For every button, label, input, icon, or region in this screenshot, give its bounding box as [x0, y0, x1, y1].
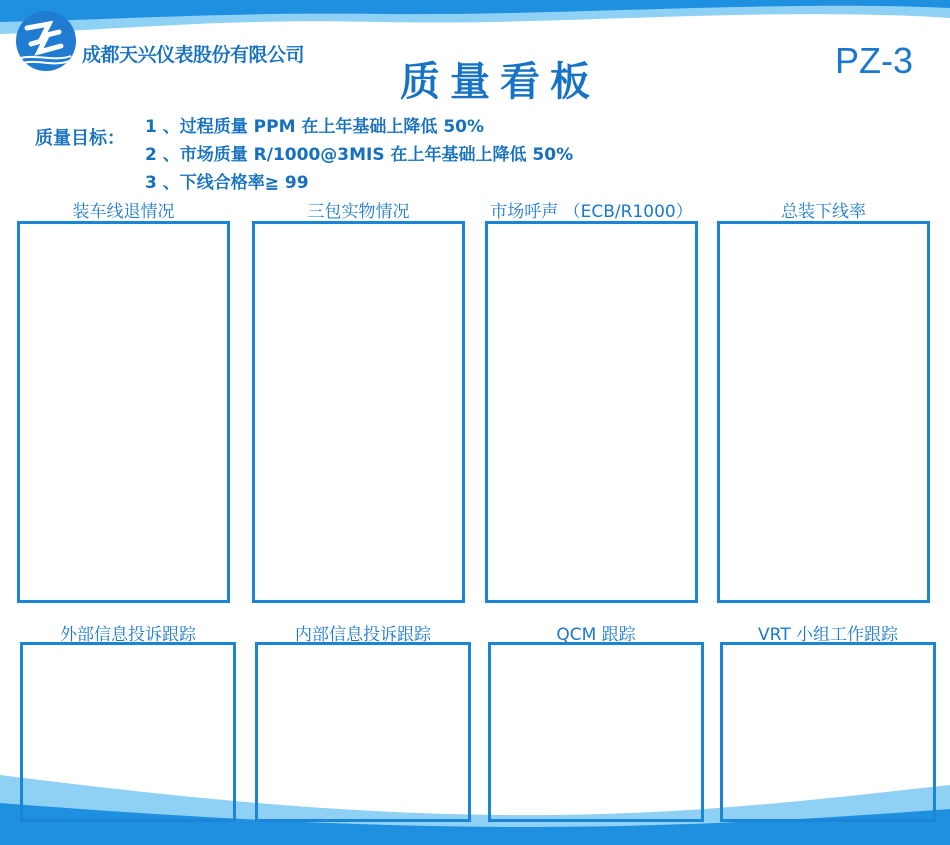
panel-title-external-complaint: 外部信息投诉跟踪 — [60, 625, 196, 645]
panel-qcm — [488, 642, 704, 822]
panel-vrt — [720, 642, 936, 822]
company-name: 成都天兴仪表股份有限公司 — [82, 44, 305, 66]
goal-item-1: 1 、过程质量 PPM 在上年基础上降低 50% — [145, 117, 485, 137]
panel-title-qcm: QCM 跟踪 — [556, 625, 636, 645]
panel-title-vrt: VRT 小组工作跟踪 — [758, 625, 898, 645]
page-title: 质量看板 — [400, 59, 600, 105]
panel-warranty — [252, 221, 465, 603]
panel-title-line-return: 装车线退情况 — [72, 202, 175, 222]
panel-market-voice — [485, 221, 698, 603]
panel-line-return — [17, 221, 230, 603]
panel-title-market-voice: 市场呼声 （ECB/R1000） — [490, 202, 693, 222]
goal-item-3: 3 、下线合格率≧ 99 — [145, 173, 309, 193]
panel-title-warranty: 三包实物情况 — [307, 202, 410, 222]
board-code: PZ-3 — [834, 40, 913, 81]
panel-title-assembly-rate: 总装下线率 — [781, 202, 866, 222]
goals-label: 质量目标： — [35, 128, 125, 149]
panel-external-complaint — [20, 642, 236, 822]
panel-title-internal-complaint: 内部信息投诉跟踪 — [295, 625, 431, 645]
panel-internal-complaint — [255, 642, 471, 822]
panel-assembly-rate — [717, 221, 930, 603]
goal-item-2: 2 、市场质量 R/1000@3MIS 在上年基础上降低 50% — [145, 145, 574, 165]
